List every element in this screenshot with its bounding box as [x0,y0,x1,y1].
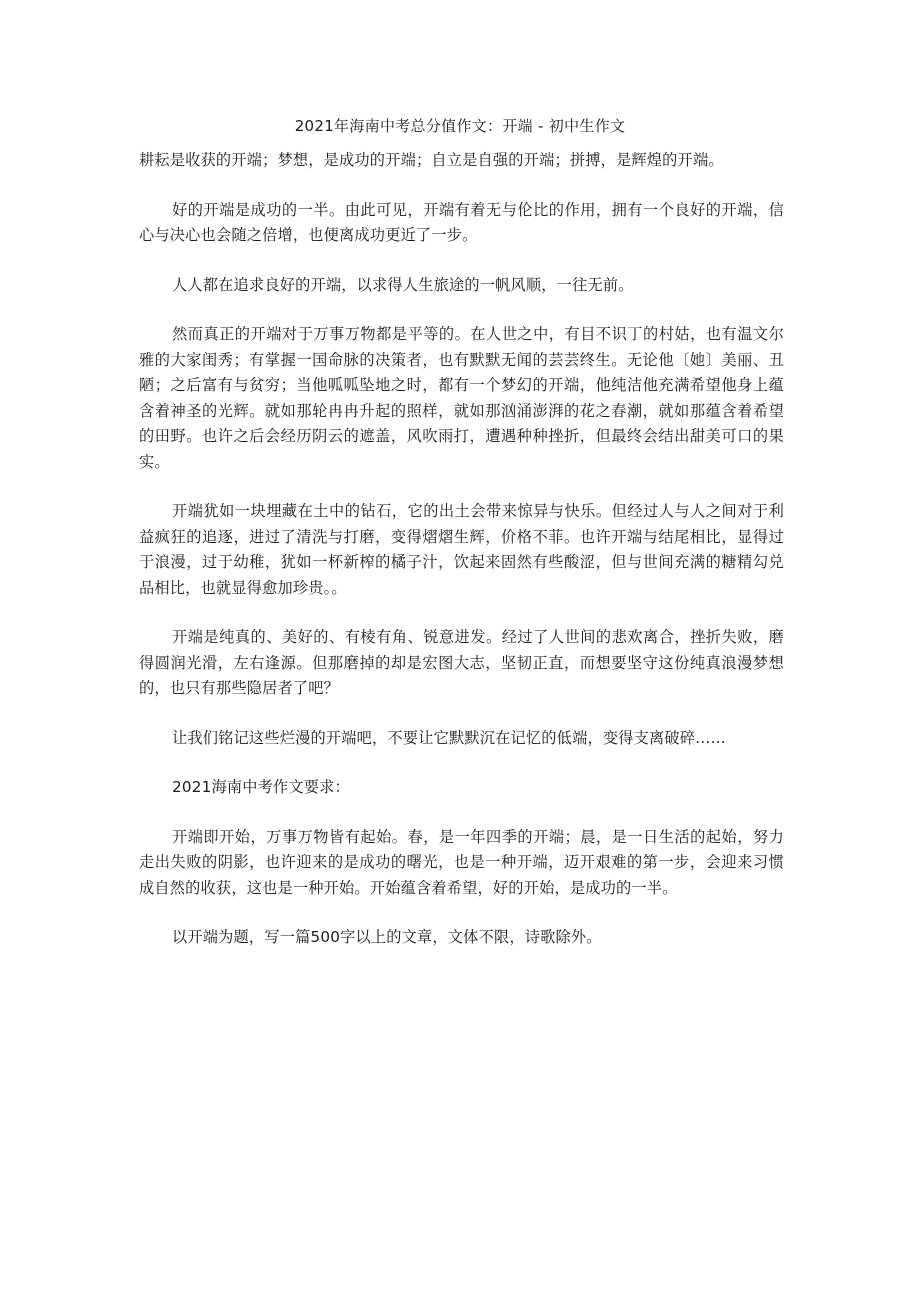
document-title: 2021年海南中考总分值作文：开端 - 初中生作文 [294,117,626,135]
paragraph: 让我们铭记这些烂漫的开端吧，不要让它默默沉在记忆的低端，变得支离破碎…… [172,728,726,747]
paragraph: 然而真正的开端对于万事万物都是平等的。在人世之中，有目不识丁的村姑，也有温文尔雅的大家闺秀；有掌握一国命脉的决策者，也有默默无闻的芸芸终生。无论他〔她〕美丽、丑陋；之后富有与贫穷；当他呱呱坠地之时，都有一个梦幻的开端，他纯洁他充满希望他身上蕴含着神圣的光辉。就如那轮冉冉升起的照样，就如那汹涌澎湃的花之春潮，就如那蕴含着希望的田野。也许之后会经历阴云的遮盖，风吹雨打，遭遇种种挫折，但最终会结出甜美可口的果实。 [139,325,784,471]
paragraph: 开端是纯真的、美好的、有棱有角、锐意进发。经过了人世间的悲欢离合，挫折失败，磨得圆润光滑，左右逢源。但那磨掉的却是宏图大志，坚韧正直，而想要坚守这份纯真浪漫梦想的，也只有那些隐居者了吧？ [139,628,784,697]
paragraph: 开端即开始，万事万物皆有起始。春，是一年四季的开端；晨，是一日生活的起始，努力走出失败的阴影，也许迎来的是成功的曙光，也是一种开端，迈开艰难的第一步，会迎来习惯成自然的收获，这也是一种开始。开始蕴含着希望，好的开始，是成功的一半。 [139,827,784,897]
paragraph: 好的开端是成功的一半。由此可见，开端有着无与伦比的作用，拥有一个良好的开端，信心与决心也会随之倍增，也便离成功更近了一步。 [139,200,784,244]
paragraph-opening: 耕耘是收获的开端；梦想，是成功的开端；自立是自强的开端；拼搏，是辉煌的开端。 [139,151,724,169]
paragraph-assignment: 以开端为题，写一篇500字以上的文章，文体不限，诗歌除外。 [172,928,602,946]
document-body [139,148,784,975]
section-heading-requirements: 2021海南中考作文要求： [172,778,350,796]
paragraph: 开端犹如一块埋藏在土中的钻石，它的出土会带来惊异与快乐。但经过人与人之间对于利益疯狂的追逐，进过了清洗与打磨，变得熠熠生辉，价格不菲。也许开端与结尾相比，显得过于浪漫，过于幼稚，犹如一杯新榨的橘子汁，饮起来固然有些酸涩，但与世间充满的糖精勾兑品相比，也就显得愈加珍贵。。 [139,502,784,597]
paragraph: 人人都在追求良好的开端，以求得人生旅途的一帆风顺，一往无前。 [172,275,634,294]
